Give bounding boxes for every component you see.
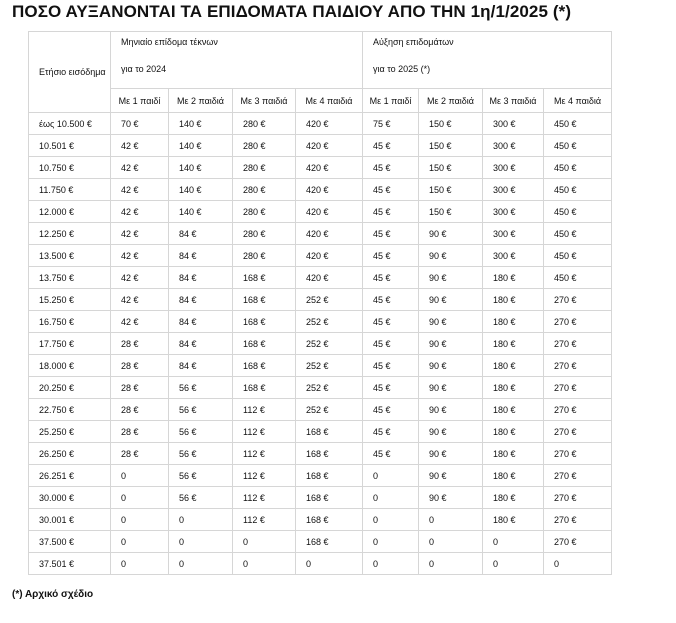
benefit-cell: 42 €	[111, 201, 169, 223]
benefit-cell: 450 €	[544, 223, 612, 245]
benefit-cell: 300 €	[483, 113, 544, 135]
benefit-cell: 270 €	[544, 311, 612, 333]
income-cell: 18.000 €	[29, 355, 111, 377]
benefit-cell: 90 €	[419, 377, 483, 399]
benefit-cell: 450 €	[544, 135, 612, 157]
income-cell: έως 10.500 €	[29, 113, 111, 135]
benefit-cell: 0	[169, 509, 233, 531]
benefit-cell: 270 €	[544, 399, 612, 421]
benefit-cell: 420 €	[296, 113, 363, 135]
benefit-cell: 270 €	[544, 487, 612, 509]
table-row	[29, 421, 612, 443]
benefit-cell: 252 €	[296, 311, 363, 333]
benefit-cell: 45 €	[363, 355, 419, 377]
children-count-header: Με 1 παιδί	[363, 89, 419, 113]
benefit-cell: 270 €	[544, 531, 612, 553]
benefit-cell: 252 €	[296, 289, 363, 311]
income-column-header: Ετήσιο εισόδημα	[29, 32, 111, 113]
benefit-cell: 90 €	[419, 289, 483, 311]
benefit-cell: 0	[111, 465, 169, 487]
income-cell: 10.750 €	[29, 157, 111, 179]
benefit-cell: 42 €	[111, 289, 169, 311]
benefit-cell: 28 €	[111, 355, 169, 377]
benefit-cell: 252 €	[296, 355, 363, 377]
income-cell: 30.000 €	[29, 487, 111, 509]
benefit-cell: 56 €	[169, 487, 233, 509]
table-row	[29, 531, 612, 553]
benefit-cell: 45 €	[363, 135, 419, 157]
benefit-cell: 56 €	[169, 443, 233, 465]
income-cell: 37.500 €	[29, 531, 111, 553]
benefit-cell: 90 €	[419, 333, 483, 355]
benefit-cell: 90 €	[419, 245, 483, 267]
benefit-cell: 56 €	[169, 465, 233, 487]
benefit-cell: 90 €	[419, 465, 483, 487]
benefit-cell: 70 €	[111, 113, 169, 135]
benefit-cell: 180 €	[483, 465, 544, 487]
benefit-cell: 150 €	[419, 157, 483, 179]
page-title: ΠΟΣΟ ΑΥΞΑΝΟΝΤΑΙ ΤΑ ΕΠΙΔΟΜΑΤΑ ΠΑΙΔΙΟΥ ΑΠΟ ΤΗΝ 1η/1/2025 (*)	[12, 2, 572, 21]
benefit-cell: 0	[111, 531, 169, 553]
benefit-cell: 0	[363, 509, 419, 531]
group-2025-line1: Αύξηση επιδομάτων	[373, 37, 454, 47]
benefit-cell: 112 €	[233, 399, 296, 421]
income-cell: 22.750 €	[29, 399, 111, 421]
benefit-cell: 168 €	[233, 333, 296, 355]
benefit-cell: 112 €	[233, 465, 296, 487]
benefit-cell: 168 €	[233, 267, 296, 289]
benefit-cell: 420 €	[296, 201, 363, 223]
benefit-cell: 45 €	[363, 157, 419, 179]
benefit-cell: 420 €	[296, 245, 363, 267]
benefit-cell: 180 €	[483, 377, 544, 399]
benefit-cell: 84 €	[169, 289, 233, 311]
benefit-cell: 75 €	[363, 113, 419, 135]
benefit-cell: 0	[111, 487, 169, 509]
benefit-cell: 45 €	[363, 179, 419, 201]
benefit-cell: 252 €	[296, 399, 363, 421]
benefit-cell: 112 €	[233, 509, 296, 531]
benefit-cell: 28 €	[111, 333, 169, 355]
benefit-cell: 45 €	[363, 443, 419, 465]
table-row	[29, 223, 612, 245]
benefit-cell: 42 €	[111, 223, 169, 245]
benefit-cell: 270 €	[544, 377, 612, 399]
benefit-cell: 0	[544, 553, 612, 575]
benefit-cell: 180 €	[483, 355, 544, 377]
table-row	[29, 113, 612, 135]
table-row	[29, 465, 612, 487]
benefit-cell: 42 €	[111, 179, 169, 201]
benefit-cell: 0	[363, 531, 419, 553]
benefit-cell: 28 €	[111, 421, 169, 443]
benefit-cell: 280 €	[233, 245, 296, 267]
benefit-cell: 270 €	[544, 421, 612, 443]
benefit-cell: 45 €	[363, 245, 419, 267]
benefit-cell: 45 €	[363, 223, 419, 245]
children-count-header: Με 3 παιδιά	[483, 89, 544, 113]
benefit-cell: 42 €	[111, 267, 169, 289]
benefit-cell: 180 €	[483, 399, 544, 421]
benefit-cell: 28 €	[111, 377, 169, 399]
benefit-cell: 252 €	[296, 333, 363, 355]
benefit-cell: 300 €	[483, 245, 544, 267]
benefit-cell: 168 €	[233, 377, 296, 399]
table-row	[29, 201, 612, 223]
benefit-cell: 270 €	[544, 333, 612, 355]
benefit-cell: 168 €	[233, 355, 296, 377]
benefit-cell: 450 €	[544, 113, 612, 135]
table-row	[29, 487, 612, 509]
benefit-cell: 280 €	[233, 201, 296, 223]
benefit-cell: 90 €	[419, 355, 483, 377]
table-row	[29, 399, 612, 421]
benefit-cell: 90 €	[419, 311, 483, 333]
benefit-cell: 0	[233, 531, 296, 553]
benefit-cell: 0	[419, 509, 483, 531]
income-cell: 17.750 €	[29, 333, 111, 355]
benefit-cell: 42 €	[111, 311, 169, 333]
benefit-cell: 42 €	[111, 135, 169, 157]
income-cell: 16.750 €	[29, 311, 111, 333]
benefit-cell: 0	[483, 531, 544, 553]
benefit-cell: 168 €	[296, 509, 363, 531]
benefit-cell: 112 €	[233, 487, 296, 509]
benefit-cell: 168 €	[296, 443, 363, 465]
benefit-cell: 84 €	[169, 267, 233, 289]
benefit-cell: 270 €	[544, 465, 612, 487]
benefit-cell: 270 €	[544, 289, 612, 311]
benefit-cell: 300 €	[483, 135, 544, 157]
benefit-cell: 90 €	[419, 267, 483, 289]
benefit-cell: 56 €	[169, 399, 233, 421]
benefit-cell: 450 €	[544, 201, 612, 223]
table-row	[29, 267, 612, 289]
benefit-cell: 56 €	[169, 377, 233, 399]
table-row	[29, 509, 612, 531]
income-cell: 13.500 €	[29, 245, 111, 267]
benefit-cell: 90 €	[419, 399, 483, 421]
benefit-cell: 420 €	[296, 179, 363, 201]
benefit-cell: 180 €	[483, 443, 544, 465]
benefit-cell: 168 €	[296, 465, 363, 487]
benefit-cell: 270 €	[544, 509, 612, 531]
children-count-header: Με 4 παιδιά	[296, 89, 363, 113]
benefit-cell: 180 €	[483, 487, 544, 509]
benefit-cell: 180 €	[483, 421, 544, 443]
table-row	[29, 289, 612, 311]
table-row	[29, 377, 612, 399]
benefit-cell: 84 €	[169, 245, 233, 267]
benefit-cell: 45 €	[363, 399, 419, 421]
income-cell: 25.250 €	[29, 421, 111, 443]
benefit-cell: 450 €	[544, 267, 612, 289]
benefit-cell: 0	[363, 487, 419, 509]
income-cell: 12.250 €	[29, 223, 111, 245]
benefit-cell: 42 €	[111, 157, 169, 179]
benefit-cell: 450 €	[544, 245, 612, 267]
group-header-2025	[363, 32, 612, 89]
benefit-cell: 84 €	[169, 311, 233, 333]
benefit-cell: 140 €	[169, 157, 233, 179]
benefit-cell: 300 €	[483, 157, 544, 179]
benefit-cell: 140 €	[169, 201, 233, 223]
benefit-cell: 140 €	[169, 113, 233, 135]
benefit-cell: 420 €	[296, 135, 363, 157]
table-subheader-row	[29, 89, 612, 113]
table-header-row	[29, 32, 612, 89]
table-row	[29, 355, 612, 377]
benefit-cell: 420 €	[296, 157, 363, 179]
benefit-cell: 450 €	[544, 157, 612, 179]
benefit-cell: 84 €	[169, 355, 233, 377]
benefit-cell: 0	[363, 553, 419, 575]
benefit-cell: 180 €	[483, 311, 544, 333]
table-row	[29, 333, 612, 355]
benefit-cell: 0	[483, 553, 544, 575]
table-body	[29, 113, 612, 575]
benefit-cell: 280 €	[233, 223, 296, 245]
benefit-cell: 45 €	[363, 311, 419, 333]
children-count-header: Με 3 παιδιά	[233, 89, 296, 113]
benefit-cell: 45 €	[363, 289, 419, 311]
benefit-cell: 252 €	[296, 377, 363, 399]
benefit-cell: 140 €	[169, 179, 233, 201]
table-row	[29, 245, 612, 267]
income-cell: 13.750 €	[29, 267, 111, 289]
group-header-2024	[111, 32, 363, 89]
benefit-cell: 45 €	[363, 377, 419, 399]
benefit-cell: 84 €	[169, 223, 233, 245]
benefit-cell: 45 €	[363, 267, 419, 289]
benefit-cell: 150 €	[419, 135, 483, 157]
benefit-cell: 280 €	[233, 135, 296, 157]
benefit-cell: 0	[363, 465, 419, 487]
children-count-header: Με 4 παιδιά	[544, 89, 612, 113]
benefit-cell: 300 €	[483, 201, 544, 223]
benefit-cell: 28 €	[111, 399, 169, 421]
income-cell: 15.250 €	[29, 289, 111, 311]
income-cell: 26.250 €	[29, 443, 111, 465]
income-cell: 20.250 €	[29, 377, 111, 399]
children-count-header: Με 2 παιδιά	[419, 89, 483, 113]
benefit-cell: 0	[111, 509, 169, 531]
benefit-cell: 112 €	[233, 421, 296, 443]
benefit-cell: 150 €	[419, 179, 483, 201]
benefit-cell: 180 €	[483, 509, 544, 531]
benefit-cell: 150 €	[419, 113, 483, 135]
benefit-cell: 84 €	[169, 333, 233, 355]
benefit-cell: 280 €	[233, 179, 296, 201]
group-2024-line1: Μηνιαίο επίδομα τέκνων	[121, 37, 218, 47]
income-cell: 10.501 €	[29, 135, 111, 157]
benefit-cell: 300 €	[483, 223, 544, 245]
benefit-cell: 0	[111, 553, 169, 575]
table-row	[29, 311, 612, 333]
benefit-cell: 168 €	[233, 289, 296, 311]
footnote: (*) Αρχικό σχέδιο	[12, 589, 94, 600]
benefit-cell: 0	[169, 553, 233, 575]
benefit-cell: 90 €	[419, 223, 483, 245]
table-row	[29, 157, 612, 179]
benefit-cell: 168 €	[296, 421, 363, 443]
income-cell: 11.750 €	[29, 179, 111, 201]
benefit-cell: 42 €	[111, 245, 169, 267]
benefit-cell: 280 €	[233, 157, 296, 179]
income-cell: 26.251 €	[29, 465, 111, 487]
benefit-cell: 0	[169, 531, 233, 553]
group-2025-line2: για το 2025 (*)	[373, 64, 431, 74]
children-count-header: Με 1 παιδί	[111, 89, 169, 113]
benefit-cell: 45 €	[363, 333, 419, 355]
benefit-cell: 270 €	[544, 443, 612, 465]
benefit-cell: 280 €	[233, 113, 296, 135]
benefits-table	[28, 31, 612, 575]
benefit-cell: 140 €	[169, 135, 233, 157]
benefit-cell: 45 €	[363, 201, 419, 223]
table-row	[29, 179, 612, 201]
income-cell: 37.501 €	[29, 553, 111, 575]
benefit-cell: 180 €	[483, 333, 544, 355]
benefit-cell: 0	[419, 531, 483, 553]
benefit-cell: 270 €	[544, 355, 612, 377]
benefit-cell: 90 €	[419, 487, 483, 509]
children-count-header: Με 2 παιδιά	[169, 89, 233, 113]
benefit-cell: 90 €	[419, 443, 483, 465]
benefit-cell: 28 €	[111, 443, 169, 465]
benefit-cell: 180 €	[483, 289, 544, 311]
benefit-cell: 150 €	[419, 201, 483, 223]
benefit-cell: 45 €	[363, 421, 419, 443]
benefit-cell: 180 €	[483, 267, 544, 289]
income-cell: 12.000 €	[29, 201, 111, 223]
benefit-cell: 0	[419, 553, 483, 575]
table-row	[29, 443, 612, 465]
benefit-cell: 168 €	[296, 531, 363, 553]
group-2024-line2: για το 2024	[121, 64, 167, 74]
table-row	[29, 135, 612, 157]
benefit-cell: 420 €	[296, 223, 363, 245]
benefit-cell: 0	[233, 553, 296, 575]
income-cell: 30.001 €	[29, 509, 111, 531]
benefit-cell: 0	[296, 553, 363, 575]
benefit-cell: 112 €	[233, 443, 296, 465]
table-row	[29, 553, 612, 575]
benefit-cell: 420 €	[296, 267, 363, 289]
benefit-cell: 450 €	[544, 179, 612, 201]
benefit-cell: 168 €	[296, 487, 363, 509]
benefit-cell: 90 €	[419, 421, 483, 443]
benefit-cell: 56 €	[169, 421, 233, 443]
benefit-cell: 300 €	[483, 179, 544, 201]
benefit-cell: 168 €	[233, 311, 296, 333]
